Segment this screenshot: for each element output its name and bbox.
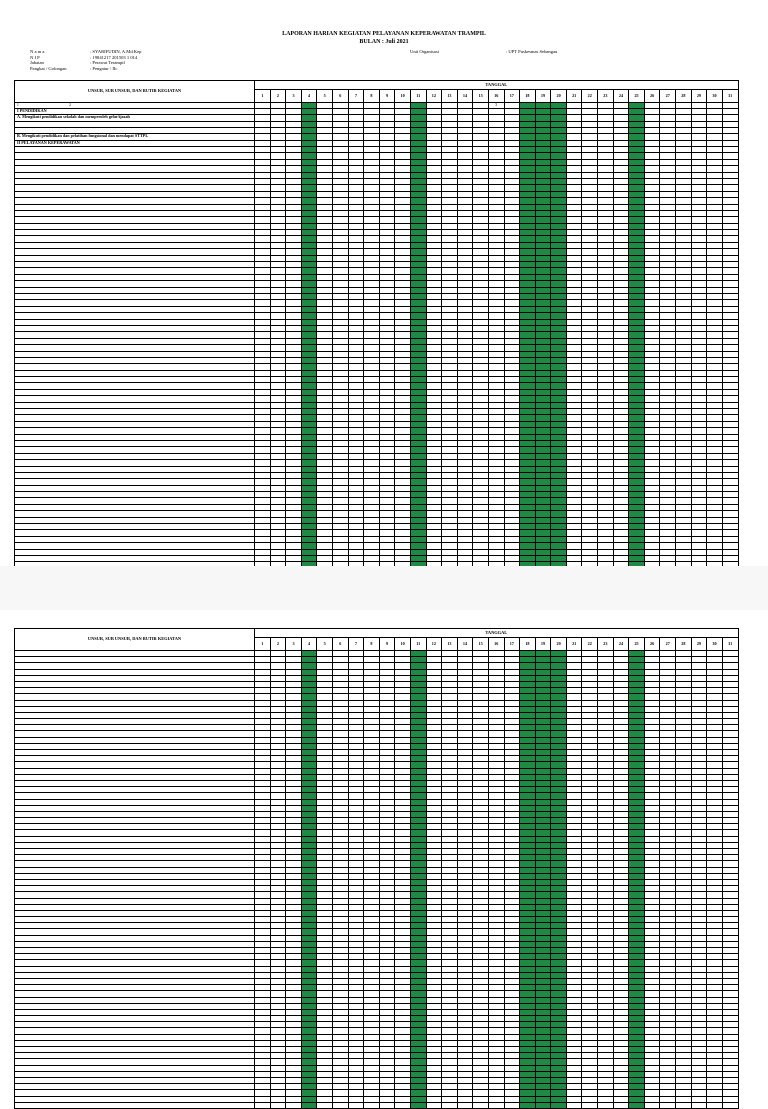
day-cell — [286, 115, 302, 122]
day-cell — [426, 115, 442, 122]
day-cell — [426, 134, 442, 141]
column-header-activity: UNSUR, SUB UNSUR, DAN BUTIR KEGIATAN — [15, 629, 255, 651]
table-row — [15, 134, 739, 141]
column-header-date: TANGGAL — [255, 81, 739, 90]
day-header-18: 18 — [520, 638, 536, 651]
day-cell — [473, 115, 489, 122]
report-title: LAPORAN HARIAN KEGIATAN PELAYANAN KEPERAWATAN TRAMPIL — [282, 31, 486, 37]
day-header-30: 30 — [707, 90, 723, 103]
day-cell — [364, 134, 380, 141]
numbering-day-cell: 3 — [488, 103, 504, 109]
day-header-1: 1 — [255, 638, 271, 651]
day-cell — [613, 115, 629, 122]
day-cell — [707, 115, 723, 122]
day-header-13: 13 — [442, 638, 458, 651]
day-cell — [660, 134, 676, 141]
day-header-26: 26 — [644, 90, 660, 103]
day-header-31: 31 — [722, 90, 738, 103]
activity-cell: II PELAYANAN KEPERAWATAN — [15, 141, 255, 147]
report-period: BULAN : Juli 2021 — [359, 39, 409, 45]
day-header-21: 21 — [566, 638, 582, 651]
table-row — [15, 115, 739, 122]
day-cell — [442, 134, 458, 141]
nip-value: : 19841217 201503 1 014 — [90, 54, 138, 60]
day-cell — [722, 134, 738, 141]
day-cell — [582, 134, 598, 141]
day-header-8: 8 — [364, 638, 380, 651]
day-cell — [395, 115, 411, 122]
day-header-12: 12 — [426, 638, 442, 651]
day-cell — [410, 134, 426, 141]
day-header-9: 9 — [379, 90, 395, 103]
day-header-23: 23 — [598, 638, 614, 651]
day-header-11: 11 — [410, 90, 426, 103]
day-header-3: 3 — [286, 638, 302, 651]
day-cell — [629, 134, 645, 141]
day-cell — [707, 134, 723, 141]
activity-table-page-2 — [14, 628, 739, 1109]
day-cell — [255, 115, 271, 122]
day-header-28: 28 — [676, 90, 692, 103]
report-page-2 — [0, 610, 768, 1024]
activity-cell: I PENDIDIKAN — [15, 109, 255, 115]
day-cell — [457, 115, 473, 122]
day-header-5: 5 — [317, 90, 333, 103]
day-header-13: 13 — [442, 90, 458, 103]
day-cell — [317, 134, 333, 141]
day-cell — [691, 134, 707, 141]
column-header-date: TANGGAL — [255, 629, 739, 638]
name-value: : SYARIFUDIN, A.Md.Kep — [90, 49, 142, 54]
day-cell — [348, 115, 364, 122]
day-cell — [551, 115, 567, 122]
day-header-31: 31 — [722, 638, 738, 651]
day-cell — [301, 134, 317, 141]
table-header-row — [15, 629, 739, 638]
day-cell — [660, 115, 676, 122]
day-cell — [473, 134, 489, 141]
day-cell — [566, 115, 582, 122]
day-header-29: 29 — [691, 90, 707, 103]
day-cell — [317, 115, 333, 122]
day-header-16: 16 — [488, 638, 504, 651]
day-cell — [520, 115, 536, 122]
table-header-row — [15, 81, 739, 90]
day-header-7: 7 — [348, 638, 364, 651]
day-header-19: 19 — [535, 638, 551, 651]
day-cell — [644, 134, 660, 141]
day-cell — [379, 134, 395, 141]
day-cell — [270, 134, 286, 141]
page-gap — [0, 566, 768, 610]
day-cell — [332, 115, 348, 122]
day-cell — [676, 134, 692, 141]
jabatan-label: Jabatan — [30, 60, 44, 66]
day-cell — [535, 134, 551, 141]
day-header-19: 19 — [535, 90, 551, 103]
day-header-9: 9 — [379, 638, 395, 651]
day-cell — [270, 115, 286, 122]
day-header-2: 2 — [270, 90, 286, 103]
day-cell — [535, 115, 551, 122]
activity-cell: B. Mengikuti pendidikan dan pelatihan fungsional dan mendapat STTPL — [15, 134, 255, 141]
day-header-26: 26 — [644, 638, 660, 651]
day-header-25: 25 — [629, 638, 645, 651]
day-cell — [348, 134, 364, 141]
day-header-23: 23 — [598, 90, 614, 103]
day-cell — [504, 115, 520, 122]
day-cell — [286, 134, 302, 141]
day-header-4: 4 — [301, 90, 317, 103]
employee-info — [30, 49, 350, 71]
day-header-27: 27 — [660, 90, 676, 103]
day-header-21: 21 — [566, 90, 582, 103]
day-cell — [488, 115, 504, 122]
day-header-3: 3 — [286, 90, 302, 103]
day-header-14: 14 — [457, 638, 473, 651]
day-header-30: 30 — [707, 638, 723, 651]
unit-label: Unit Organisasi — [410, 49, 439, 54]
day-header-22: 22 — [582, 90, 598, 103]
day-header-18: 18 — [520, 90, 536, 103]
day-cell — [629, 115, 645, 122]
day-header-20: 20 — [551, 638, 567, 651]
day-header-22: 22 — [582, 638, 598, 651]
day-header-10: 10 — [395, 638, 411, 651]
activity-cell: A. Mengikuti pendidikan sekolah dan memperoleh gelar/ijazah — [15, 115, 255, 122]
day-header-1: 1 — [255, 90, 271, 103]
day-header-24: 24 — [613, 90, 629, 103]
day-cell — [691, 115, 707, 122]
day-cell — [551, 134, 567, 141]
day-cell — [488, 134, 504, 141]
day-cell — [566, 134, 582, 141]
day-cell — [598, 134, 614, 141]
day-header-16: 16 — [488, 90, 504, 103]
day-cell — [255, 134, 271, 141]
day-header-4: 4 — [301, 638, 317, 651]
day-cell — [301, 115, 317, 122]
day-cell — [395, 134, 411, 141]
day-header-11: 11 — [410, 638, 426, 651]
column-header-activity: UNSUR, SUB UNSUR, DAN BUTIR KEGIATAN — [15, 81, 255, 103]
day-header-8: 8 — [364, 90, 380, 103]
day-cell — [644, 115, 660, 122]
day-header-25: 25 — [629, 90, 645, 103]
day-header-24: 24 — [613, 638, 629, 651]
day-cell — [457, 134, 473, 141]
day-cell — [410, 115, 426, 122]
day-header-6: 6 — [332, 90, 348, 103]
day-header-7: 7 — [348, 90, 364, 103]
day-header-12: 12 — [426, 90, 442, 103]
day-cell — [332, 134, 348, 141]
pangkat-value: : Pengatur / IIc — [90, 65, 118, 71]
day-header-27: 27 — [660, 638, 676, 651]
unit-value: : UPT Puskesmas Sebangau — [506, 49, 558, 54]
day-cell — [722, 115, 738, 122]
day-cell — [520, 134, 536, 141]
day-header-20: 20 — [551, 90, 567, 103]
day-header-17: 17 — [504, 638, 520, 651]
day-cell — [364, 115, 380, 122]
day-header-29: 29 — [691, 638, 707, 651]
day-header-15: 15 — [473, 638, 489, 651]
day-cell — [676, 115, 692, 122]
day-header-15: 15 — [473, 90, 489, 103]
day-cell — [582, 115, 598, 122]
day-header-10: 10 — [395, 90, 411, 103]
activity-table-page-1 — [14, 80, 739, 645]
day-header-6: 6 — [332, 638, 348, 651]
day-cell — [442, 115, 458, 122]
day-header-28: 28 — [676, 638, 692, 651]
day-cell — [379, 115, 395, 122]
nip-label: N I P — [30, 54, 40, 60]
day-cell — [504, 134, 520, 141]
unit-info — [410, 49, 557, 54]
pangkat-label: Pangkat / Golongan — [30, 65, 67, 71]
day-cell — [598, 115, 614, 122]
day-header-5: 5 — [317, 638, 333, 651]
day-header-17: 17 — [504, 90, 520, 103]
day-header-2: 2 — [270, 638, 286, 651]
day-cell — [613, 134, 629, 141]
day-header-14: 14 — [457, 90, 473, 103]
jabatan-value: : Perawat Terampil — [90, 60, 125, 66]
numbering-cell-1: 1 2 — [15, 103, 255, 109]
name-label: N a m a — [30, 49, 45, 54]
